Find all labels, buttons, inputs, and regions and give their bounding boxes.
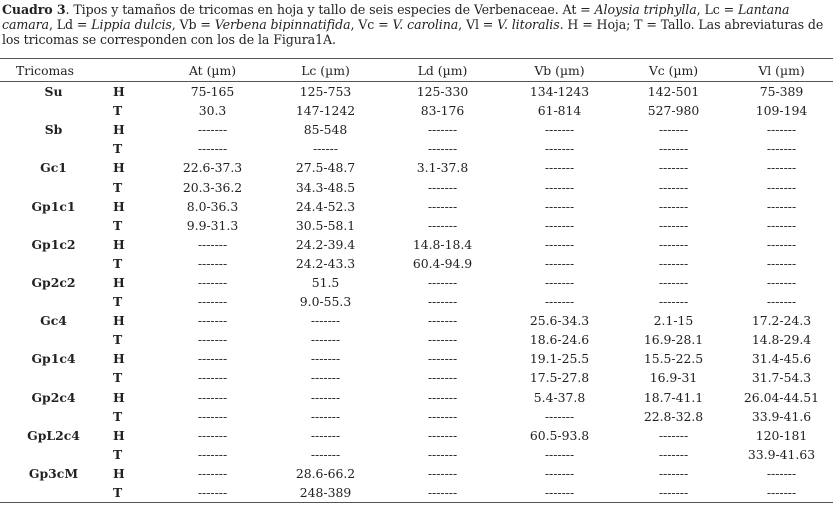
table-row <box>0 101 833 120</box>
measurement-cell: 61-814 <box>537 103 582 119</box>
organ-code: T <box>113 217 123 233</box>
measurement-cell: 17.5-27.8 <box>529 370 590 386</box>
table-row <box>0 177 833 196</box>
trichome-type <box>0 254 107 273</box>
measurement-cell: ------- <box>658 294 689 310</box>
measurement-cell: 24.2-43.3 <box>295 255 356 271</box>
measurement-cell: ------- <box>544 255 575 271</box>
measurement-cell: ------- <box>197 236 228 252</box>
organ-code: H <box>113 198 125 214</box>
measurement-cell: ------- <box>544 160 575 176</box>
measurement-cell: ------- <box>658 122 689 138</box>
header-vc: Vc (µm) <box>617 59 730 82</box>
measurement-cell: ------- <box>310 408 341 424</box>
measurement-cell: 248-389 <box>268 483 383 503</box>
header-vl: Vl (µm) <box>730 59 833 82</box>
trichome-type <box>0 368 107 387</box>
measurement-cell: ------- <box>427 294 458 310</box>
organ-code: T <box>113 179 123 195</box>
measurement-cell: ------- <box>658 236 689 252</box>
measurement-cell: 28.6-66.2 <box>295 465 356 481</box>
measurement-cell: ------- <box>427 274 458 290</box>
measurement-cell: 14.8-29.4 <box>751 332 812 348</box>
measurement-cell: 3.1-37.8 <box>416 160 469 176</box>
measurement-cell: 30.3 <box>198 103 227 119</box>
measurement-cell: ------- <box>427 313 458 329</box>
table-row <box>0 273 833 292</box>
trichome-table <box>0 58 833 503</box>
measurement-cell: ------- <box>427 198 458 214</box>
measurement-cell: 30.5-58.1 <box>295 217 356 233</box>
organ-code: T <box>113 332 123 348</box>
table-row <box>0 330 833 349</box>
measurement-cell: ------- <box>658 217 689 233</box>
trichome-type: Gp2c2 <box>31 274 76 290</box>
table-row <box>0 388 833 407</box>
measurement-cell: 9.0-55.3 <box>299 294 352 310</box>
measurement-cell: ------- <box>197 122 228 138</box>
measurement-cell: ------- <box>658 255 689 271</box>
measurement-cell: 5.4-37.8 <box>533 389 586 405</box>
measurement-cell: ------- <box>197 255 228 271</box>
measurement-cell: ------- <box>197 446 228 462</box>
measurement-cell: ------- <box>197 294 228 310</box>
measurement-cell: ------- <box>766 236 797 252</box>
table-row <box>0 349 833 368</box>
caption-tail: . H = Hoja; T = Tallo. Las abreviaturas de los tricomas se corresponden con los de la Figura1A. <box>2 17 824 47</box>
table-row <box>0 120 833 139</box>
table-row <box>0 216 833 235</box>
measurement-cell: ------- <box>766 179 797 195</box>
organ-code: H <box>113 389 125 405</box>
trichome-type: Sb <box>44 122 63 138</box>
measurement-cell: ------- <box>544 141 575 157</box>
measurement-cell: ------- <box>197 389 228 405</box>
measurement-cell: ------- <box>658 427 689 443</box>
measurement-cell: 27.5-48.7 <box>295 160 356 176</box>
header-ld: Ld (µm) <box>383 59 502 82</box>
measurement-cell: ------- <box>197 313 228 329</box>
table-header-row <box>0 59 833 82</box>
measurement-cell: ------- <box>766 274 797 290</box>
measurement-cell: 18.6-24.6 <box>529 332 590 348</box>
measurement-cell: ------- <box>197 351 228 367</box>
measurement-cell: ------- <box>658 179 689 195</box>
measurement-cell: ------- <box>197 141 228 157</box>
measurement-cell: 25.6-34.3 <box>529 313 590 329</box>
measurement-cell: 33.9-41.63 <box>747 446 816 462</box>
trichome-type <box>0 483 107 503</box>
measurement-cell: ------- <box>766 198 797 214</box>
trichome-type: Gp2c4 <box>31 389 76 405</box>
caption-species-vl: V. litoralis <box>497 17 560 32</box>
measurement-cell: 31.4-45.6 <box>751 351 812 367</box>
measurement-cell: 8.0-36.3 <box>186 198 239 214</box>
measurement-cell: ------- <box>310 446 341 462</box>
trichome-type <box>0 216 107 235</box>
measurement-cell: ------- <box>427 141 458 157</box>
measurement-cell: ------- <box>544 217 575 233</box>
measurement-cell: ------- <box>427 179 458 195</box>
caption-sep: , Vl = <box>458 17 498 32</box>
trichome-type <box>0 139 107 158</box>
measurement-cell: 18.7-41.1 <box>643 389 704 405</box>
caption-species-ld: Lippia dulcis <box>91 17 172 32</box>
table-caption <box>2 2 833 47</box>
measurement-cell: ------- <box>544 122 575 138</box>
measurement-cell: ------- <box>427 332 458 348</box>
measurement-cell: 15.5-22.5 <box>643 351 704 367</box>
trichome-type: Gp1c2 <box>31 236 76 252</box>
measurement-cell: ------- <box>544 274 575 290</box>
measurement-cell: 85-548 <box>303 122 348 138</box>
measurement-cell: ------- <box>427 389 458 405</box>
measurement-cell: ------- <box>766 294 797 310</box>
trichome-type: Gc4 <box>40 313 67 329</box>
measurement-cell: ------- <box>427 351 458 367</box>
measurement-cell: ------- <box>658 198 689 214</box>
organ-code: T <box>113 446 123 462</box>
measurement-cell: ------- <box>766 122 797 138</box>
trichome-type: Gc1 <box>40 160 67 176</box>
measurement-cell: ------- <box>766 160 797 176</box>
measurement-cell: 75-165 <box>190 84 235 100</box>
measurement-cell: ------- <box>310 313 341 329</box>
organ-code: H <box>113 274 125 290</box>
table-row <box>0 311 833 330</box>
measurement-cell: ------- <box>544 236 575 252</box>
measurement-cell: ------- <box>544 198 575 214</box>
measurement-cell: 24.4-52.3 <box>295 198 356 214</box>
organ-code: H <box>113 427 125 443</box>
measurement-cell: 33.9-41.6 <box>751 408 812 424</box>
trichome-type: GpL2c4 <box>27 427 80 443</box>
measurement-cell: ------- <box>427 122 458 138</box>
organ-code: H <box>113 122 125 138</box>
measurement-cell: 9.9-31.3 <box>186 217 239 233</box>
measurement-cell: 51.5 <box>311 274 340 290</box>
measurement-cell: 14.8-18.4 <box>412 236 473 252</box>
measurement-cell: ------- <box>310 370 341 386</box>
measurement-cell: ------- <box>197 274 228 290</box>
header-tricomas: Tricomas <box>0 59 107 82</box>
measurement-cell: ------- <box>544 446 575 462</box>
measurement-cell: ------- <box>197 408 228 424</box>
table-row <box>0 139 833 158</box>
measurement-cell: 75-389 <box>759 84 804 100</box>
organ-code: T <box>113 370 123 386</box>
measurement-cell: 26.04-44.51 <box>743 389 820 405</box>
caption-sep: , Lc = <box>696 2 738 17</box>
measurement-cell: ------- <box>658 160 689 176</box>
measurement-cell: ------- <box>766 465 797 481</box>
measurement-cell: ------- <box>544 408 575 424</box>
table-row <box>0 254 833 273</box>
measurement-cell: ------- <box>383 483 502 503</box>
measurement-cell: ------- <box>310 332 341 348</box>
organ-code: T <box>113 141 123 157</box>
caption-species-vc: V. carolina <box>392 17 459 32</box>
measurement-cell: ------- <box>310 351 341 367</box>
measurement-cell: 134-1243 <box>529 84 590 100</box>
measurement-cell: 22.8-32.8 <box>643 408 704 424</box>
organ-code: H <box>113 160 125 176</box>
measurement-cell: ------- <box>766 217 797 233</box>
measurement-cell: 34.3-48.5 <box>295 179 356 195</box>
table-row <box>0 368 833 387</box>
trichome-type <box>0 101 107 120</box>
measurement-cell: ------- <box>310 427 341 443</box>
table-row <box>0 426 833 445</box>
measurement-cell: 83-176 <box>420 103 465 119</box>
organ-code: H <box>113 465 125 481</box>
trichome-type <box>0 407 107 426</box>
caption-label: Cuadro 3 <box>2 2 66 17</box>
caption-sep: , Vb = <box>171 17 215 32</box>
caption-sep: , Ld = <box>48 17 92 32</box>
measurement-cell: 20.3-36.2 <box>182 179 243 195</box>
measurement-cell: 17.2-24.3 <box>751 313 812 329</box>
table-row <box>0 197 833 216</box>
measurement-cell: ------- <box>658 446 689 462</box>
trichome-type <box>0 445 107 464</box>
organ-code: H <box>113 313 125 329</box>
measurement-cell: ------- <box>427 408 458 424</box>
measurement-cell: ------- <box>427 217 458 233</box>
measurement-cell: 527-980 <box>647 103 700 119</box>
measurement-cell: ------- <box>658 465 689 481</box>
measurement-cell: ------- <box>766 141 797 157</box>
measurement-cell: ------- <box>766 255 797 271</box>
caption-species-vb: Verbena bipinnatifida <box>214 17 351 32</box>
trichome-type: Gp1c4 <box>31 351 76 367</box>
measurement-cell: 125-753 <box>299 84 352 100</box>
trichome-type: Su <box>44 84 63 100</box>
organ-code: H <box>113 84 125 100</box>
organ-code: H <box>113 351 125 367</box>
measurement-cell: ------- <box>730 483 833 503</box>
measurement-cell: ------- <box>544 465 575 481</box>
measurement-cell: 147-1242 <box>295 103 356 119</box>
measurement-cell: ------- <box>310 389 341 405</box>
caption-sep: , Vc = <box>350 17 393 32</box>
measurement-cell: ------- <box>427 370 458 386</box>
measurement-cell: ------- <box>617 483 730 503</box>
trichome-type <box>0 292 107 311</box>
measurement-cell: 16.9-31 <box>649 370 698 386</box>
table-row <box>0 407 833 426</box>
measurement-cell: ------- <box>427 465 458 481</box>
measurement-cell: ------- <box>157 483 268 503</box>
organ-code: T <box>113 103 123 119</box>
measurement-cell: ------- <box>427 446 458 462</box>
table-row <box>0 292 833 311</box>
measurement-cell: 19.1-25.5 <box>529 351 590 367</box>
caption-species-lc: Lantana camara <box>2 2 790 32</box>
measurement-cell: 31.7-54.3 <box>751 370 812 386</box>
header-vb: Vb (µm) <box>502 59 617 82</box>
organ-code: T <box>113 294 123 310</box>
measurement-cell: ------- <box>544 294 575 310</box>
measurement-cell: ------- <box>658 274 689 290</box>
measurement-cell: 142-501 <box>647 84 700 100</box>
measurement-cell: ------- <box>197 332 228 348</box>
caption-intro: . Tipos y tamaños de tricomas en hoja y tallo de seis especies de Verbenaceae. At = <box>65 2 595 17</box>
measurement-cell: ------ <box>312 141 339 157</box>
measurement-cell: 22.6-37.3 <box>182 160 243 176</box>
table-body <box>0 82 833 503</box>
trichome-type <box>0 330 107 349</box>
measurement-cell: 2.1-15 <box>653 313 694 329</box>
header-part <box>107 59 157 82</box>
measurement-cell: ------- <box>502 483 617 503</box>
measurement-cell: 24.2-39.4 <box>295 236 356 252</box>
header-lc: Lc (µm) <box>268 59 383 82</box>
caption-species-at: Aloysia triphylla <box>594 2 697 17</box>
trichome-type: Gp3cM <box>28 465 79 481</box>
table-row <box>0 464 833 483</box>
table-row <box>0 235 833 254</box>
measurement-cell: 125-330 <box>416 84 469 100</box>
measurement-cell: 16.9-28.1 <box>643 332 704 348</box>
measurement-cell: 109-194 <box>755 103 808 119</box>
table-row <box>0 82 833 102</box>
trichome-type <box>0 177 107 196</box>
measurement-cell: 60.5-93.8 <box>529 427 590 443</box>
measurement-cell: ------- <box>658 141 689 157</box>
header-at: At (µm) <box>157 59 268 82</box>
table-row <box>0 445 833 464</box>
trichome-type: Gp1c1 <box>31 198 76 214</box>
measurement-cell: 60.4-94.9 <box>412 255 473 271</box>
organ-code: T <box>113 408 123 424</box>
table-row <box>0 158 833 177</box>
measurement-cell: ------- <box>197 427 228 443</box>
measurement-cell: ------- <box>544 179 575 195</box>
organ-code: T <box>113 255 123 271</box>
organ-code: H <box>113 236 125 252</box>
measurement-cell: ------- <box>197 370 228 386</box>
measurement-cell: ------- <box>197 465 228 481</box>
measurement-cell: 120-181 <box>755 427 808 443</box>
organ-code: T <box>107 483 157 503</box>
measurement-cell: ------- <box>427 427 458 443</box>
table-row <box>0 483 833 503</box>
